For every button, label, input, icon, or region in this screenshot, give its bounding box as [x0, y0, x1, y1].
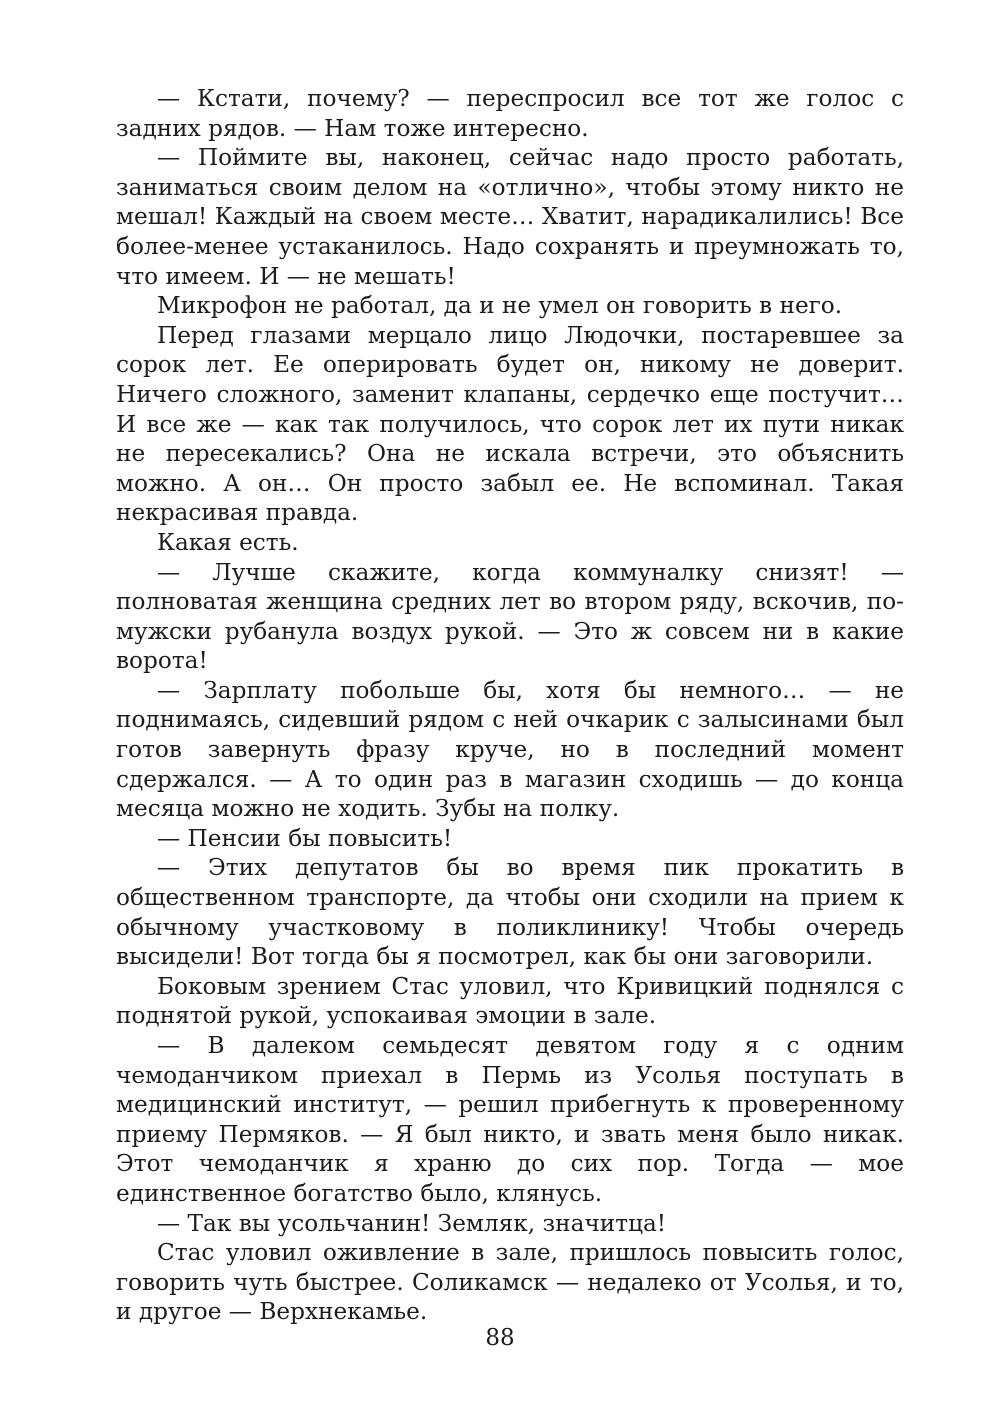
- paragraph: — Пенсии бы повысить!: [157, 824, 453, 852]
- paragraph: Перед глазами мерцало лицо Людочки, постаревшее за сорок лет. Ее оперировать будет он, никому не доверит. Ничего сложного, заменит клапаны, сердечко еще постучит… И все же — как так получилось, что сорок лет их пути никак не пересекались? Она не искала встречи, это объяснить можно. А он… Он просто забыл ее. Не вспоминал. Такая некрасивая правда.: [116, 321, 904, 527]
- paragraph: — Поймите вы, наконец, сейчас надо просто работать, заниматься своим делом на «отлично», чтобы этому никто не мешал! Каждый на своем месте… Хватит, нарадикалились! Все более-менее устаканилось. Надо сохранять и преумножать то, что имеем. И — не мешать!: [116, 144, 904, 290]
- paragraph: Стас уловил оживление в зале, пришлось повысить голос, говорить чуть быстрее. Соликамск — недалеко от Усолья, и то, и другое — Верхнекамье.: [116, 1239, 904, 1326]
- paragraph: — Этих депутатов бы во время пик прокатить в общественном транспорте, да чтобы они сходили на прием к обычному участковому в поликлинику! Чтобы очередь высидели! Вот тогда бы я посмотрел, как бы они заговорили.: [116, 854, 904, 971]
- body-text: [116, 84, 904, 1327]
- paragraph: — Зарплату побольше бы, хотя бы немного… — не поднимаясь, сидевший рядом с ней очкарик с залысинами был готов завернуть фразу круче, но в последний момент сдержался. — А то один раз в магазин сходишь — до конца месяца можно не ходить. Зубы на полку.: [116, 676, 904, 823]
- page-number: 88: [485, 1325, 515, 1351]
- paragraph: — Лучше скажите, когда коммуналку снизят! — полноватая женщина средних лет во втором ряду, вскочив, по-мужски рубанула воздух рукой. — Это ж совсем ни в какие ворота!: [116, 558, 904, 675]
- paragraph: Боковым зрением Стас уловил, что Кривицкий поднялся с поднятой рукой, успокаивая эмоции в зале.: [116, 972, 904, 1030]
- paragraph: Какая есть.: [157, 528, 299, 556]
- paragraph: — В далеком семьдесят девятом году я с одним чемоданчиком приехал в Пермь из Усолья поступать в медицинский институт, — решил прибегнуть к проверенному приему Пермяков. — Я был никто, и звать меня было никак. Этот чемоданчик я храню до сих пор. Тогда — мое единственное богатство было, клянусь.: [116, 1032, 904, 1207]
- paragraph: — Кстати, почему? — переспросил все тот же голос с задних рядов. — Нам тоже интересно.: [116, 85, 904, 142]
- paragraph: — Так вы усольчанин! Земляк, значитца!: [157, 1209, 667, 1237]
- paragraph: Микрофон не работал, да и не умел он говорить в него.: [157, 292, 843, 320]
